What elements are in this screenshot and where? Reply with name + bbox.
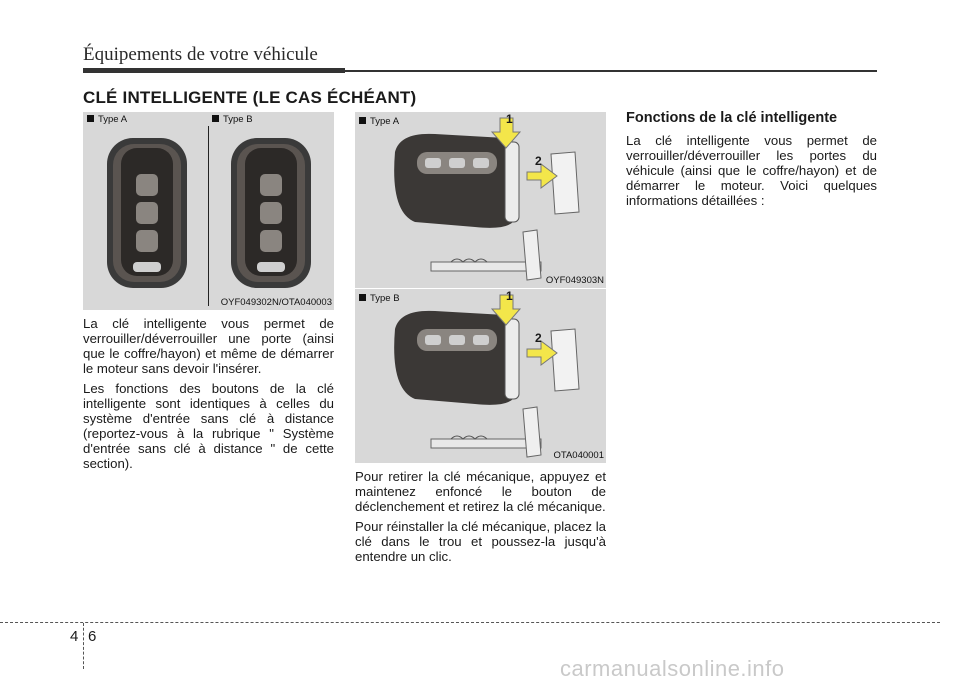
paragraph: Pour retirer la clé mécanique, appuyez et maintenez enfoncé le bouton de déclenchement et retirez la clé mécanique. xyxy=(355,469,606,514)
header-rule-thick xyxy=(83,68,345,73)
smart-key-type-b-image xyxy=(231,138,311,288)
column-1-text xyxy=(83,316,334,471)
footer-dashed-line xyxy=(0,622,940,623)
figure-label-type-b: Type B xyxy=(359,293,400,304)
chapter-number: 4 xyxy=(70,628,79,645)
callout-2: 2 xyxy=(535,331,542,345)
key-removal-illustration-a xyxy=(355,112,606,288)
figure-smart-key-types xyxy=(83,112,334,310)
callout-2: 2 xyxy=(535,154,542,168)
figure-label-type-a: Type A xyxy=(359,116,399,127)
page-number: 6 xyxy=(88,628,97,645)
figure-label-type-a: Type A xyxy=(87,114,127,125)
section-title: CLÉ INTELLIGENTE (LE CAS ÉCHÉANT) xyxy=(83,88,417,107)
figure-code: OTA040001 xyxy=(553,450,604,461)
callout-1: 1 xyxy=(506,112,513,126)
figure-code: OYF049302N/OTA040003 xyxy=(220,297,332,308)
footer-dashed-divider xyxy=(83,623,84,669)
figure-code: OYF049303N xyxy=(545,275,604,286)
column-3-text xyxy=(626,110,877,208)
chapter-title: Équipements de votre véhicule xyxy=(83,44,318,65)
paragraph: La clé intelligente vous permet de verrouiller/déverrouiller une porte (ainsi que le coffre/hayon) et même de démarrer le moteur sans devoir l'insérer. xyxy=(83,316,334,376)
figure-label-type-b: Type B xyxy=(212,114,253,125)
subsection-heading: Fonctions de la clé intelligente xyxy=(626,110,838,126)
key-removal-illustration-b xyxy=(355,289,606,463)
figure-key-removal-type-b xyxy=(355,289,606,463)
paragraph: La clé intelligente vous permet de verrouiller/déverrouiller les portes du véhicule (ainsi que le coffre/hayon) et de démarrer le moteur. Voici quelques informations détaillées : xyxy=(626,133,877,208)
paragraph: Pour réinstaller la clé mécanique, placez la clé dans le trou et poussez-la jusqu'à entendre un clic. xyxy=(355,519,606,564)
column-2-text xyxy=(355,469,606,564)
watermark: carmanualsonline.info xyxy=(560,656,785,681)
callout-1: 1 xyxy=(506,289,513,303)
smart-key-illustrations xyxy=(83,112,334,310)
figure-key-removal-type-a xyxy=(355,112,606,288)
header-rule-thin xyxy=(345,70,877,72)
smart-key-type-a-image xyxy=(107,138,187,288)
paragraph: Les fonctions des boutons de la clé intelligente sont identiques à celles du système d'entrée sans clé à distance (reportez-vous à la rubrique " Système d'entrée sans clé à distance " de cette section). xyxy=(83,381,334,471)
